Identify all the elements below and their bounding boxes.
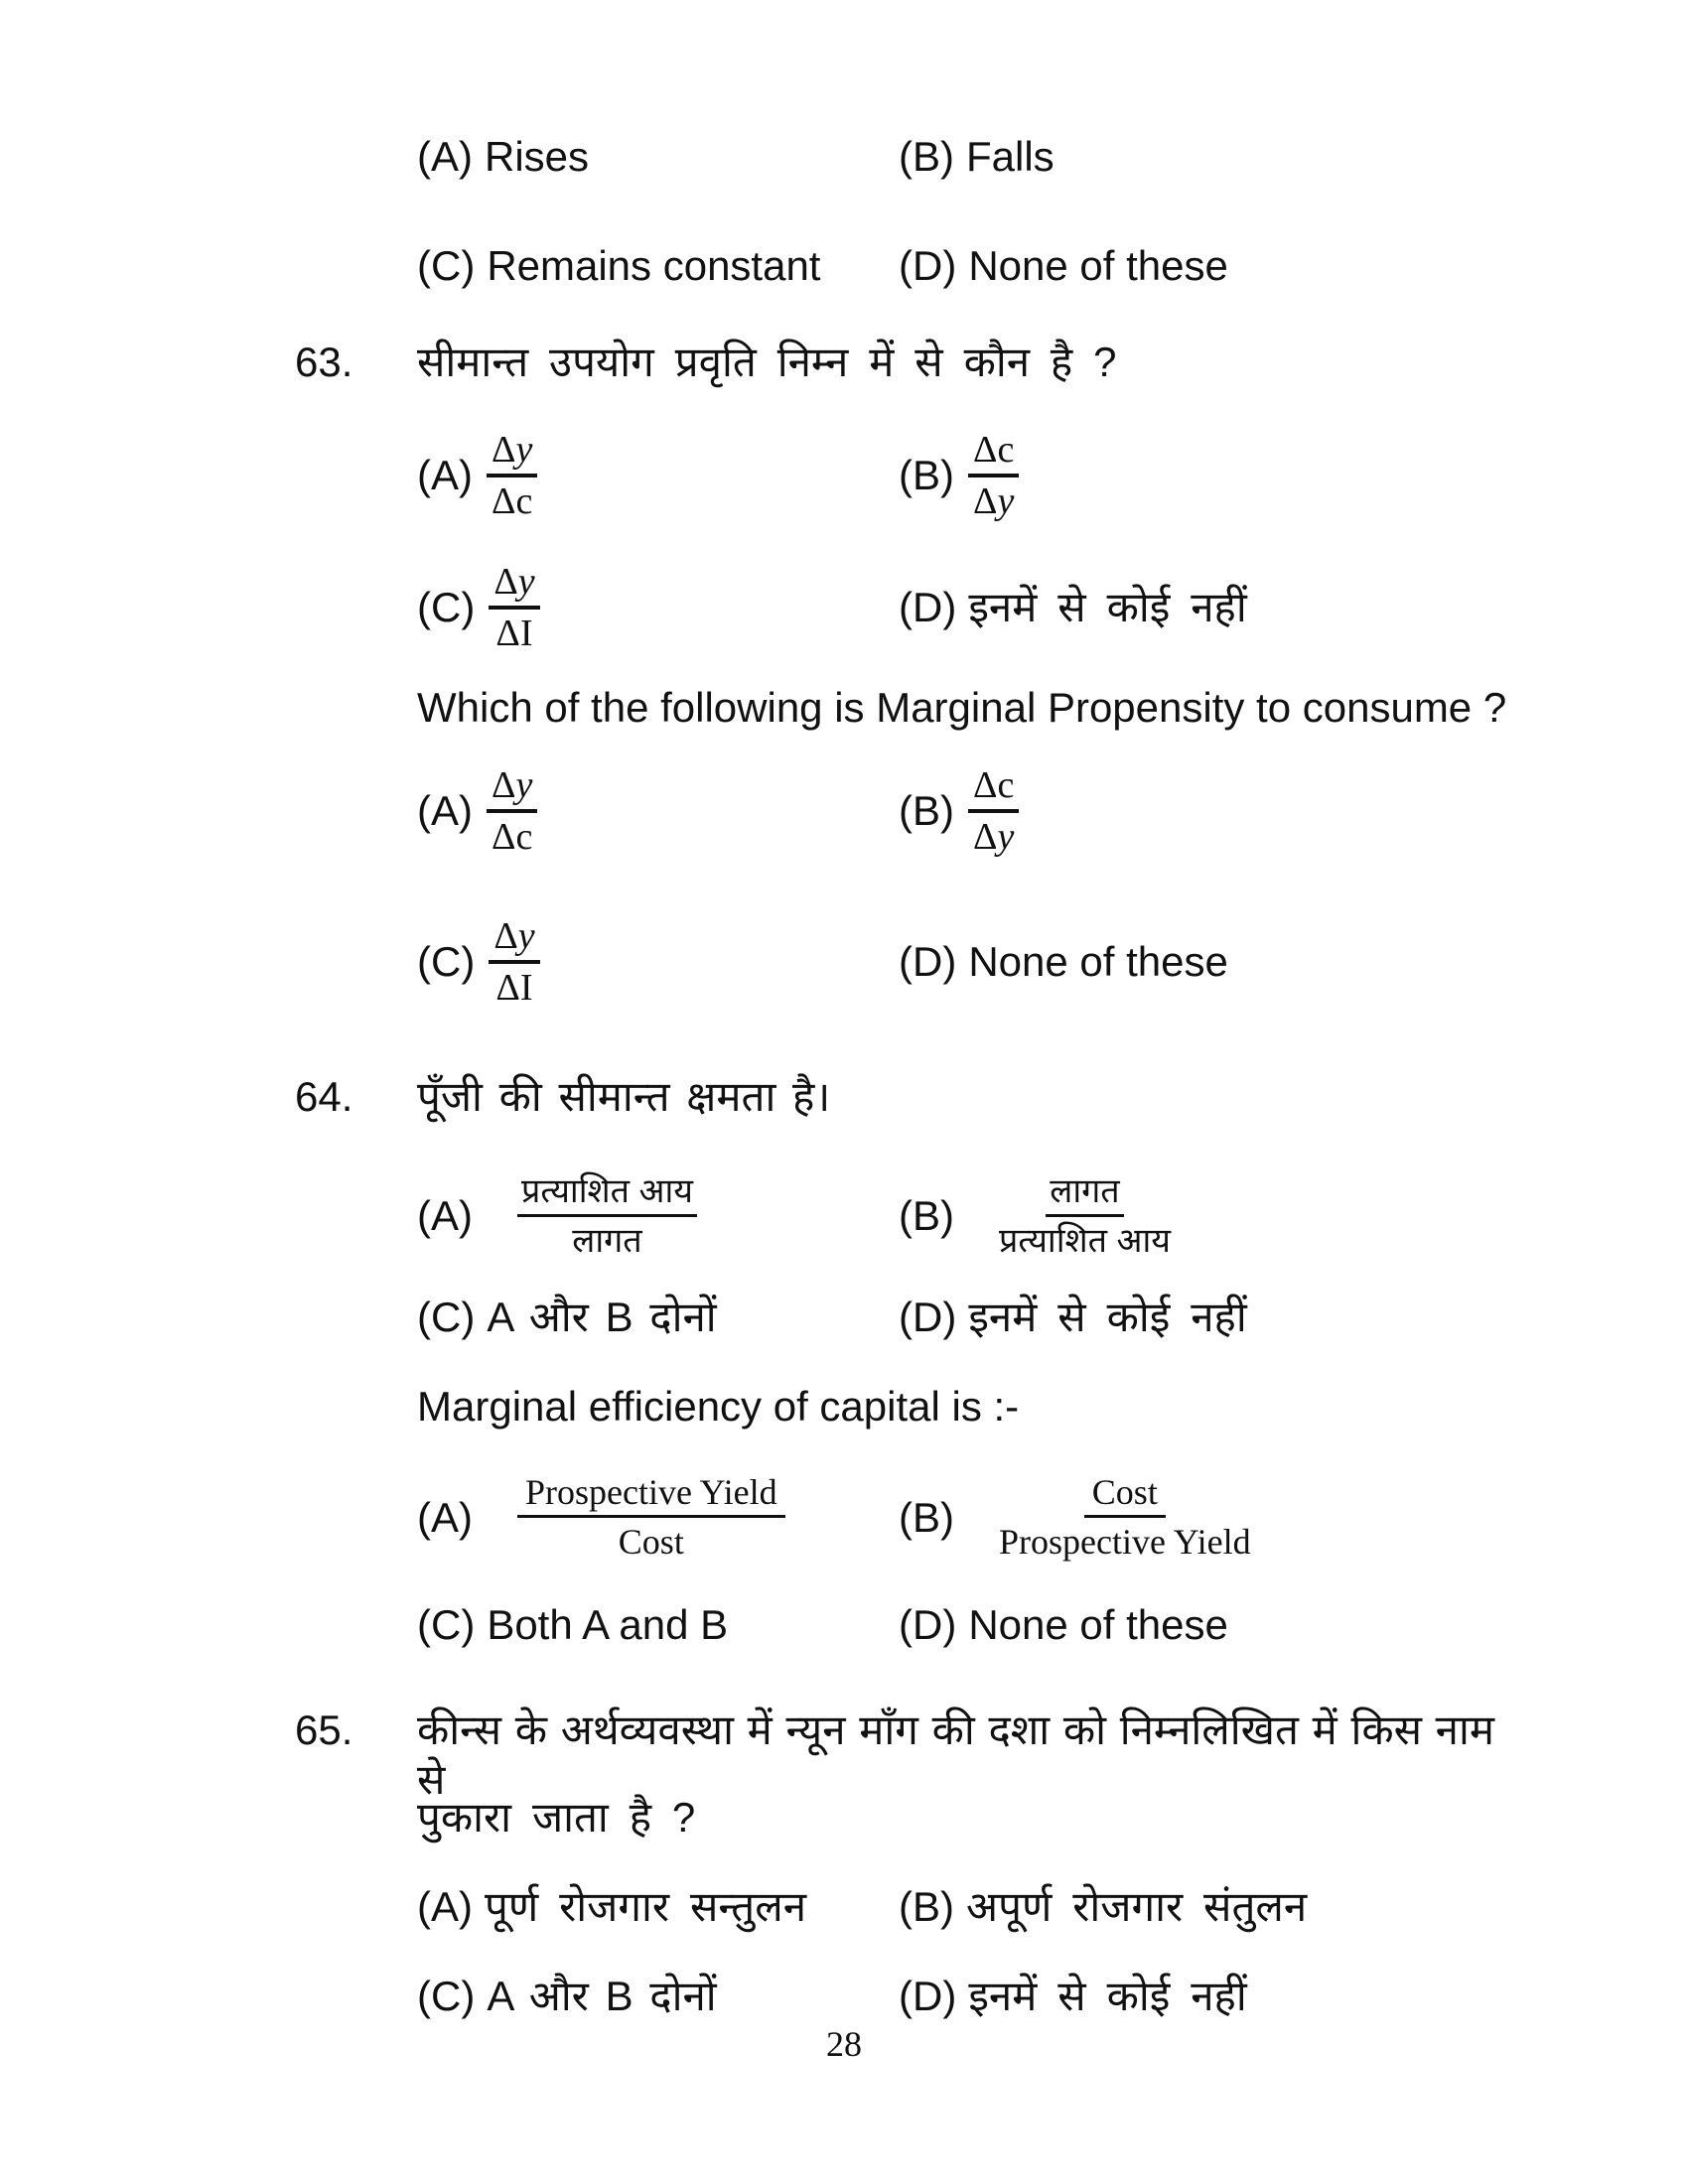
option-text: Remains constant: [487, 242, 821, 289]
q65-option-a: [417, 1882, 806, 1932]
q62-option-c: [417, 241, 820, 291]
q63-option-b-hindi: [899, 429, 1019, 523]
fraction-numerator: Δy: [489, 561, 539, 610]
q65-option-c: [417, 1972, 717, 2021]
option-text: None of these: [968, 938, 1228, 986]
option-label: (A): [417, 133, 473, 180]
option-text: पूर्ण रोजगार सन्तुलन: [485, 1883, 807, 1930]
fraction-dy-dc: [487, 764, 537, 858]
q63-question-number: [295, 338, 352, 387]
q63-option-c-hindi: [417, 561, 540, 655]
option-label: (A): [417, 1493, 473, 1541]
question-text: Which of the following is Marginal Propensity to consume ?: [417, 684, 1507, 731]
option-label: (B): [899, 1192, 954, 1240]
option-text: Falls: [966, 133, 1055, 180]
option-text: Both A and B: [487, 1601, 729, 1648]
q65-option-d: [899, 1972, 1247, 2021]
q64-en-option-c: [417, 1600, 728, 1650]
option-text: इनमें से कोई नहीं: [968, 584, 1247, 631]
fraction-numerator: लागत: [1046, 1171, 1123, 1217]
fraction-cost-prospective-yield: [999, 1472, 1251, 1564]
option-label: (C): [417, 242, 476, 289]
option-label: (A): [417, 787, 473, 835]
q65-question-text-line1: [417, 1706, 1494, 1806]
q63-option-d-hindi: [899, 561, 1247, 655]
option-label: (D): [899, 938, 957, 986]
option-text: इनमें से कोई नहीं: [968, 1294, 1247, 1340]
q64-option-d-hindi: [899, 1293, 1247, 1342]
question-number: 64.: [295, 1073, 353, 1120]
option-label: (D): [899, 584, 957, 631]
question-number: 63.: [295, 339, 353, 385]
fraction-numerator: Δc: [968, 429, 1019, 478]
fraction-denominator: Δy: [973, 480, 1015, 522]
question-text: सीमान्त उपयोग प्रवृति निम्न में से कौन है ?: [417, 339, 1117, 385]
fraction-cost-expected-income: [999, 1171, 1171, 1262]
fraction-dc-dy: [968, 429, 1019, 522]
page-number: 28: [826, 2024, 862, 2064]
q65-question-text-line2: [417, 1793, 695, 1843]
q65-question-number: [295, 1706, 352, 1755]
fraction-denominator: लागत: [572, 1221, 642, 1260]
option-text: अपूर्ण रोजगार संतुलन: [966, 1883, 1308, 1930]
option-label: (B): [899, 452, 954, 499]
fraction-numerator: Cost: [1084, 1472, 1166, 1518]
q64-question-number: [295, 1072, 352, 1122]
option-label: (B): [899, 1493, 954, 1541]
fraction-dy-di: [489, 561, 539, 654]
option-text: A और B दोनों: [487, 1294, 717, 1340]
option-label: (A): [417, 1192, 473, 1240]
q64-question-text-hindi: [417, 1072, 830, 1122]
option-label: (C): [417, 1973, 476, 2019]
fraction-denominator: Δc: [492, 816, 533, 858]
q63-en-option-d: [899, 915, 1228, 1010]
option-label: (B): [899, 1883, 954, 1930]
q64-option-b-hindi: [899, 1171, 1171, 1262]
q63-question-text-hindi: [417, 338, 1117, 387]
fraction-numerator: Prospective Yield: [517, 1472, 785, 1518]
option-label: (B): [899, 787, 954, 835]
fraction-numerator: प्रत्याशित आय: [517, 1171, 697, 1217]
q64-question-text-english: [417, 1382, 1019, 1432]
option-text: इनमें से कोई नहीं: [968, 1973, 1247, 2019]
fraction-denominator: प्रत्याशित आय: [999, 1221, 1171, 1260]
q64-en-option-a: [417, 1472, 785, 1564]
fraction-denominator: ΔI: [495, 967, 533, 1009]
option-label: (C): [417, 1601, 476, 1648]
q64-en-option-d: [899, 1600, 1228, 1650]
fraction-denominator: Δc: [492, 480, 533, 522]
q64-option-a-hindi: [417, 1171, 697, 1262]
q64-en-option-b: [899, 1472, 1251, 1564]
fraction-denominator: Prospective Yield: [999, 1522, 1251, 1563]
option-label: (D): [899, 1294, 957, 1340]
fraction-numerator: Δy: [487, 429, 537, 478]
option-label: (B): [899, 133, 954, 180]
q63-en-option-a: [417, 764, 537, 859]
option-label: (C): [417, 1294, 476, 1340]
q65-option-b: [899, 1882, 1307, 1932]
option-text: None of these: [968, 242, 1228, 289]
option-label: (D): [899, 1973, 957, 2019]
fraction-dc-dy: [968, 764, 1019, 858]
question-text: पुकारा जाता है ?: [417, 1794, 696, 1841]
fraction-expected-income-cost: [517, 1171, 697, 1262]
fraction-prospective-yield-cost: [517, 1472, 785, 1564]
fraction-numerator: Δc: [968, 764, 1019, 813]
option-label: (A): [417, 452, 473, 499]
q62-option-b: [899, 132, 1055, 182]
q64-option-c-hindi: [417, 1293, 717, 1342]
fraction-numerator: Δy: [489, 915, 539, 964]
q62-option-d: [899, 241, 1228, 291]
question-text: पूँजी की सीमान्त क्षमता है।: [417, 1073, 831, 1120]
option-label: (C): [417, 938, 476, 986]
option-label: (A): [417, 1883, 473, 1930]
q63-question-text-english: [417, 683, 1506, 733]
option-label: (D): [899, 1601, 957, 1648]
option-label: (D): [899, 242, 957, 289]
q62-option-a: [417, 132, 589, 182]
option-text: A और B दोनों: [487, 1973, 717, 2019]
fraction-dy-di: [489, 915, 539, 1009]
fraction-denominator: ΔI: [495, 613, 533, 654]
fraction-denominator: Cost: [618, 1522, 684, 1563]
question-number: 65.: [295, 1706, 353, 1753]
q63-option-a-hindi: [417, 429, 537, 523]
fraction-numerator: Δy: [487, 764, 537, 813]
option-text: Rises: [485, 133, 590, 180]
option-label: (C): [417, 584, 476, 631]
question-text: कीन्स के अर्थव्यवस्था में न्यून माँग की दशा को निम्नलिखित में किस नाम से: [417, 1706, 1494, 1804]
fraction-denominator: Δy: [973, 816, 1015, 858]
q63-en-option-b: [899, 764, 1019, 859]
question-text: Marginal efficiency of capital is :-: [417, 1383, 1020, 1430]
q63-en-option-c: [417, 915, 540, 1010]
fraction-dy-dc: [487, 429, 537, 522]
option-text: None of these: [968, 1601, 1228, 1648]
